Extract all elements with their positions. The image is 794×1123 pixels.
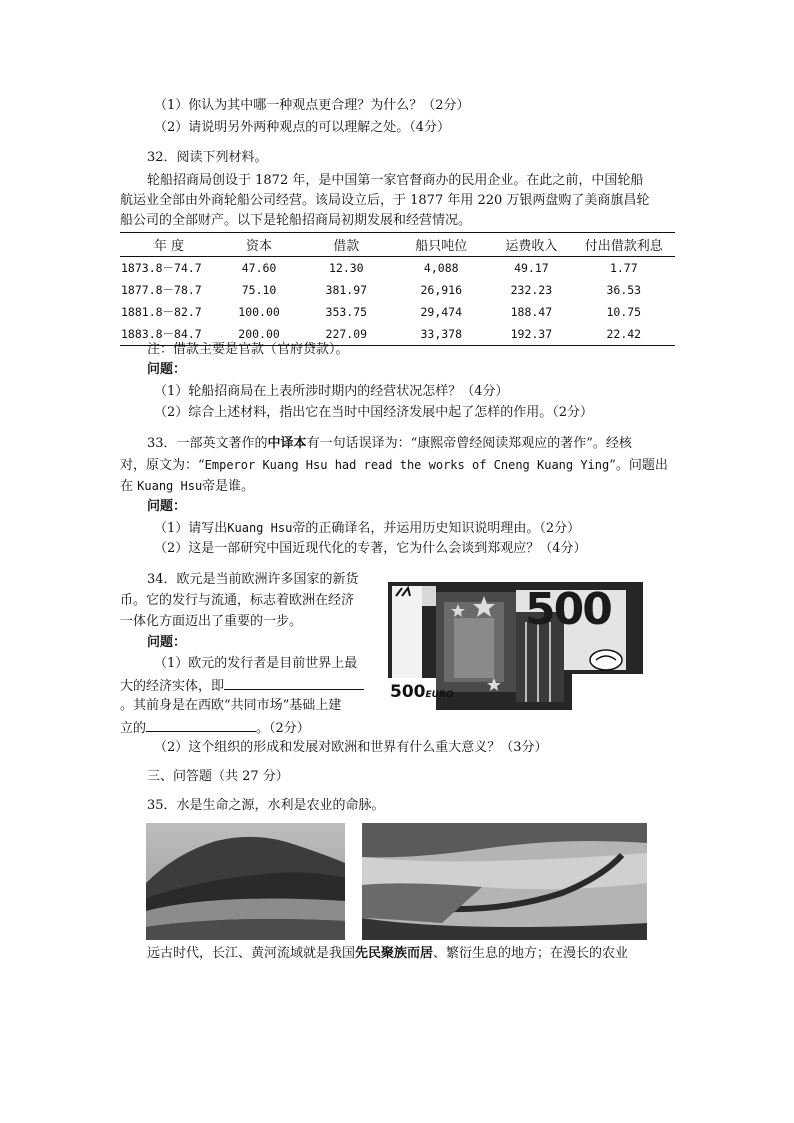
q35-para-line1 bbox=[147, 944, 628, 964]
section3-title: 三、问答题（共 27 分） bbox=[147, 769, 289, 784]
table-cell: 22.42 bbox=[573, 323, 675, 346]
q34-line3: 一体化方面迈出了重要的一步。 bbox=[120, 614, 303, 629]
river-bend-photo bbox=[362, 823, 647, 940]
shipping-bureau-table bbox=[120, 232, 675, 346]
table-cell: 26,916 bbox=[420, 283, 463, 297]
q33-sub1-name: Kuang Hsu bbox=[227, 521, 293, 535]
q33-line1-a: 33．一部英文著作的 bbox=[147, 436, 268, 451]
table-row bbox=[120, 257, 675, 280]
q35-para-bold: 先民聚族而居 bbox=[355, 946, 434, 961]
table-header-freight: 运费收入 bbox=[490, 233, 572, 257]
table-cell: 33,378 bbox=[392, 323, 490, 346]
table-row bbox=[120, 301, 675, 323]
q33-line1 bbox=[147, 434, 632, 454]
banknote-denomination-small bbox=[390, 682, 454, 702]
table-header-capital: 资本 bbox=[218, 233, 300, 257]
euro-banknote-image bbox=[388, 582, 643, 710]
river-bend-graphic bbox=[362, 823, 647, 940]
q33-line3 bbox=[120, 476, 254, 497]
q31-sub2: （2）请说明另外两种观点的可以理解之处。（4分） bbox=[154, 120, 451, 135]
q35-heading: 35．水是生命之源，水利是农业的命脉。 bbox=[147, 798, 385, 813]
q34-sub2: （2）这个组织的形成和发展对欧洲和世界有什么重大意义？（3分） bbox=[154, 740, 548, 755]
mountain-river-graphic bbox=[146, 823, 345, 940]
q32-para-line3: 船公司的全部财产。以下是轮船招商局初期发展和经营情况。 bbox=[120, 213, 472, 228]
table-cell: 1883.8－84.7 bbox=[120, 323, 218, 346]
q33-sub1-a: （1）请写出 bbox=[154, 521, 228, 536]
table-cell: 12.30 bbox=[328, 261, 364, 275]
answer-blank-1[interactable] bbox=[224, 675, 364, 690]
table-header-row bbox=[120, 233, 675, 257]
q34-sub1-line2 bbox=[120, 675, 364, 697]
q33-sub2: （2）这是一部研究中国近现代化的专著，它为什么会谈到郑观应？（4分） bbox=[154, 541, 587, 556]
q35-para-c: 、繁衍生息的地方；在漫长的农业 bbox=[433, 946, 629, 961]
q34-sub1-line1: （1）欧元的发行者是目前世界上最 bbox=[154, 656, 358, 671]
table-cell: 1881.8－82.7 bbox=[121, 305, 202, 319]
q33-english-quote: Emperor Kuang Hsu had read the works of Cneng Kuang Ying bbox=[204, 458, 610, 472]
q33-line2 bbox=[120, 455, 668, 476]
table-header-tonnage: 船只吨位 bbox=[392, 233, 490, 257]
table-cell: 10.75 bbox=[606, 305, 642, 319]
banknote-euro-word: EURO bbox=[425, 690, 454, 700]
q32-sub1: （1）轮船招商局在上表所涉时期内的经营状况怎样？（4分） bbox=[154, 384, 509, 399]
table-cell: 75.10 bbox=[241, 283, 277, 297]
q32-sub2: （2）综合上述材料，指出它在当时中国经济发展中起了怎样的作用。（2分） bbox=[154, 405, 594, 420]
q33-sub1-c: 帝的正确译名，并运用历史知识说明理由。（2分） bbox=[292, 521, 581, 536]
mountain-river-photo bbox=[146, 823, 345, 940]
table-cell: 29,474 bbox=[420, 305, 463, 319]
q32-question-label: 问题： bbox=[147, 362, 187, 377]
q34-question-label: 问题： bbox=[147, 635, 187, 650]
table-cell: 49.17 bbox=[514, 261, 549, 275]
table-cell: 100.00 bbox=[238, 305, 280, 319]
q33-line1-c: 有一句话误译为：“康熙帝曾经阅读郑观应的著作”。经核 bbox=[306, 436, 632, 451]
table-cell: 381.97 bbox=[325, 283, 368, 297]
q31-sub1: （1）你认为其中哪一种观点更合理？为什么？（2分） bbox=[154, 98, 470, 113]
table-cell: 1873.8－74.7 bbox=[121, 261, 202, 275]
q34-sub1-line3: 。其前身是在西欧“共同市场”基础上建 bbox=[120, 698, 342, 713]
table-header-loan: 借款 bbox=[300, 233, 392, 257]
q33-question-label: 问题： bbox=[147, 499, 187, 514]
table-cell: 188.47 bbox=[510, 305, 553, 319]
q34-sub1-b: 大的经济实体，即 bbox=[120, 679, 225, 694]
table-cell: 1.77 bbox=[609, 261, 638, 275]
table-cell: 232.23 bbox=[510, 283, 553, 297]
table-cell: 4,088 bbox=[423, 261, 459, 275]
q35-para-a: 远古时代，长江、黄河流域就是我国 bbox=[147, 946, 356, 961]
q33-name: Kuang Hsu bbox=[137, 479, 203, 493]
q32-para-line2: 航运业全部由外商轮船公司经营。该局设立后，于 1877 年用 220 万银两盘购了美商旗昌轮 bbox=[120, 193, 650, 208]
table-cell: 192.37 bbox=[490, 323, 572, 346]
q34-sub1-d: 立的 bbox=[120, 721, 147, 736]
q33-line2-a: 对，原文为：“ bbox=[120, 458, 205, 473]
q34-line1: 34．欧元是当前欧洲许多国家的新货 bbox=[147, 572, 359, 587]
q34-line2: 币。它的发行与流通，标志着欧洲在经济 bbox=[120, 593, 355, 608]
banknote-small-number: 500 bbox=[390, 682, 426, 702]
q32-para-line1: 轮船招商局创设于 1872 年，是中国第一家官督商办的民用企业。在此之前，中国轮船 bbox=[147, 173, 644, 188]
q32-table-note: 注：借款主要是官款（官府贷款）。 bbox=[147, 342, 349, 357]
q33-line1-bold: 中译本 bbox=[267, 436, 307, 451]
table-cell: 47.60 bbox=[241, 261, 277, 275]
table-cell: 227.09 bbox=[300, 323, 392, 346]
table-header-year: 年 度 bbox=[120, 233, 218, 257]
table-cell: 200.00 bbox=[218, 323, 300, 346]
q34-sub1-e: 。（2分） bbox=[256, 721, 310, 736]
table-cell: 353.75 bbox=[325, 305, 368, 319]
q33-line3-c: 帝是谁。 bbox=[202, 479, 255, 494]
table-row bbox=[120, 279, 675, 301]
q32-heading: 32．阅读下列材料。 bbox=[147, 150, 268, 165]
q33-line2-c: ”。问题出 bbox=[609, 458, 668, 473]
table-cell: 1877.8－78.7 bbox=[121, 283, 202, 297]
banknote-denomination-large: 500 bbox=[525, 584, 611, 635]
table-cell: 36.53 bbox=[606, 283, 642, 297]
q33-line3-a: 在 bbox=[120, 479, 138, 494]
q34-sub1-line4 bbox=[120, 717, 310, 739]
answer-blank-2[interactable] bbox=[146, 717, 256, 732]
q33-sub1 bbox=[154, 518, 580, 539]
table-header-interest: 付出借款利息 bbox=[573, 233, 675, 257]
